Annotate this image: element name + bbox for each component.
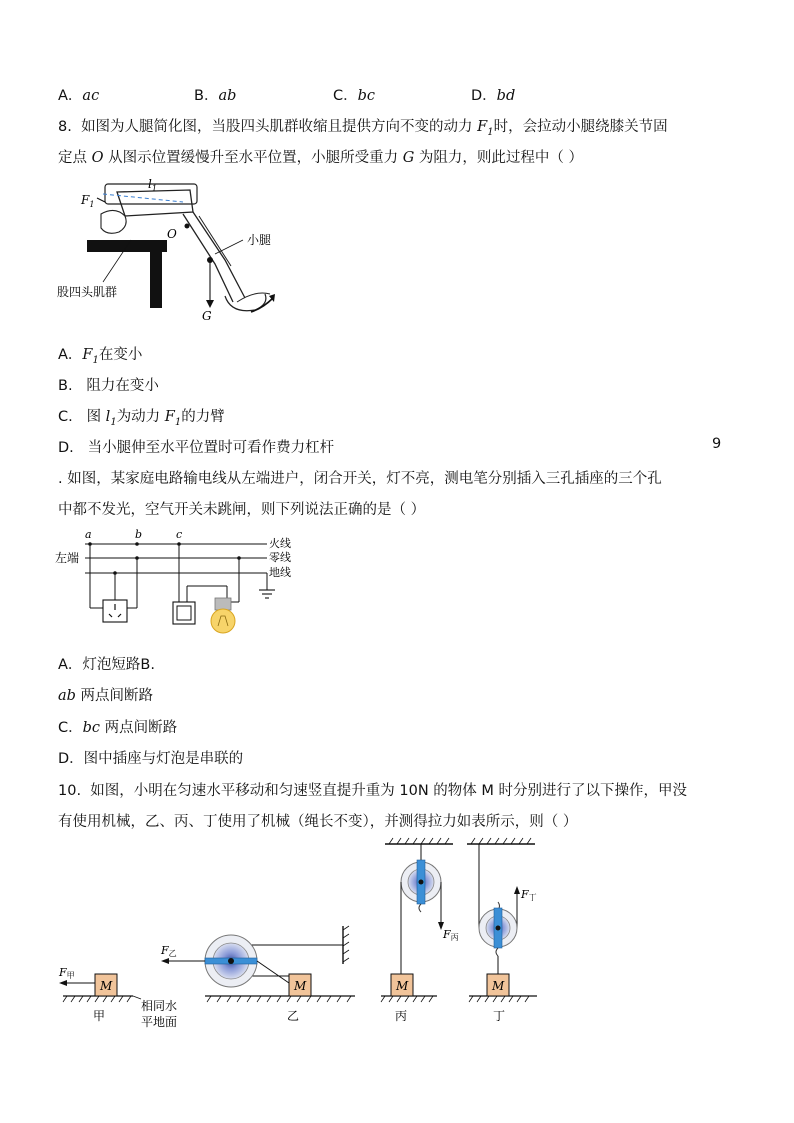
q8-option-a: A．$F_1$在变小 bbox=[58, 347, 143, 366]
light-bulb bbox=[211, 609, 235, 633]
label-f1: $F_1$ bbox=[81, 193, 95, 209]
svg-text:M: M bbox=[294, 979, 307, 993]
label-f-bing: F丙 bbox=[443, 928, 459, 942]
label-ground-1: 相同水 bbox=[141, 999, 178, 1013]
label-a: a bbox=[85, 528, 92, 541]
label-c: c bbox=[176, 528, 183, 541]
bulb-base bbox=[215, 598, 231, 610]
q8-stem-line2: 定点 O 从图示位置缓慢升至水平位置，小腿所受重力 G 为阻力，则此过程中（ ） bbox=[58, 150, 584, 166]
caption-jia: 甲 bbox=[93, 1009, 106, 1023]
gravity-arrowhead bbox=[206, 300, 214, 308]
label-calf: 小腿 bbox=[247, 233, 272, 247]
q9-stem-line1: . 如图，某家庭电路输电线从左端进户，闭合开关，灯不亮，测电笔分别插入三孔插座的三个孔 bbox=[58, 471, 662, 487]
label-b: b bbox=[135, 528, 143, 541]
q9-circuit-figure bbox=[55, 528, 305, 640]
label-ground: 地线 bbox=[269, 566, 291, 579]
pivot-o-dot bbox=[185, 224, 190, 229]
table-leg bbox=[150, 240, 162, 308]
three-hole-socket bbox=[103, 600, 127, 622]
label-l1: $l_1$ bbox=[148, 177, 157, 193]
caption-bing: 丙 bbox=[395, 1009, 408, 1023]
q7-option-c: C．bc bbox=[333, 88, 376, 104]
q8-leg-figure bbox=[55, 172, 300, 324]
q10-pulley-figure bbox=[55, 836, 545, 1031]
q8-option-d: D. 当小腿伸至水平位置时可看作费力杠杆 bbox=[58, 440, 335, 456]
l1-dashed-line bbox=[103, 194, 183, 202]
q9-option-c: C．bc 两点间断路 bbox=[58, 720, 178, 736]
q10-stem-line1: 10. 如图，小明在匀速水平移动和匀速竖直提升重为 10N 的物体 M 时分别进行了以下操作，甲没 bbox=[58, 783, 688, 799]
thigh-outline bbox=[117, 190, 193, 216]
q7-option-a: A．ac bbox=[58, 88, 100, 104]
label-left-end: 左端 bbox=[55, 551, 80, 565]
label-g: G bbox=[202, 309, 212, 323]
svg-text:M: M bbox=[396, 979, 409, 993]
q9-option-a: A．灯泡短路B. bbox=[58, 657, 155, 673]
label-neutral: 零线 bbox=[269, 551, 291, 564]
q9-option-d: D．图中插座与灯泡是串联的 bbox=[58, 751, 244, 767]
q8-stem-line1: 8. 如图为人腿简化图，当股四头肌群收缩且提供方向不变的动力 $F_1$时，会拉动小腿绕膝关节固 bbox=[58, 119, 668, 138]
svg-text:M: M bbox=[492, 979, 505, 993]
label-f-yi: F乙 bbox=[161, 944, 177, 958]
q9-number: 9 bbox=[712, 436, 722, 452]
q9-stem-line2: 中都不发光，空气开关未跳闸，则下列说法正确的是（ ） bbox=[58, 502, 426, 518]
q7-option-d: D．bd bbox=[471, 88, 516, 104]
q9-option-b: ab 两点间断路 bbox=[58, 688, 154, 704]
q8-option-c: C. 图 $l_1$为动力 $F_1$的力臂 bbox=[58, 409, 225, 428]
label-muscle: 股四头肌群 bbox=[57, 285, 118, 299]
label-o: O bbox=[167, 227, 177, 241]
caption-yi: 乙 bbox=[287, 1009, 300, 1023]
label-f-ding: F丁 bbox=[521, 888, 537, 902]
svg-text:M: M bbox=[100, 979, 113, 993]
q8-option-b: B. 阻力在变小 bbox=[58, 378, 159, 394]
label-f-jia: F甲 bbox=[59, 966, 75, 980]
q10-stem-line2: 有使用机械，乙、丙、丁使用了机械（绳长不变），并测得拉力如表所示，则（ ） bbox=[58, 814, 578, 830]
q7-option-b: B．ab bbox=[194, 88, 237, 104]
label-ground-2: 平地面 bbox=[141, 1015, 178, 1029]
caption-ding: 丁 bbox=[493, 1009, 506, 1023]
label-live: 火线 bbox=[269, 537, 291, 550]
